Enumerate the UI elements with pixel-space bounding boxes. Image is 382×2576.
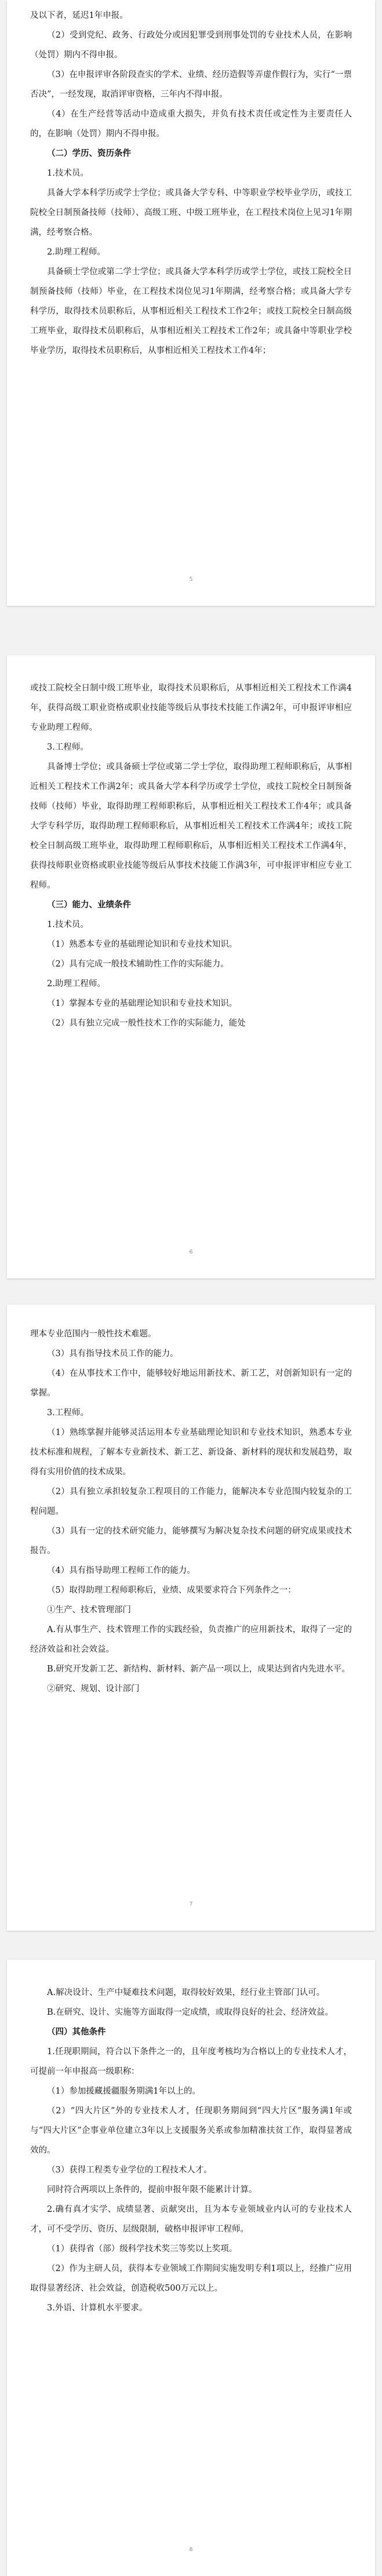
paragraph: （4）具有指导助理工程师工作的能力。 xyxy=(47,1566,195,1575)
paragraph: （2）具有独立承担较复杂工程项目的工作能力，能解决本专业范围内较复杂的工程问题。 xyxy=(30,1487,352,1516)
page-number: 6 xyxy=(189,1249,193,1255)
document-page-4 xyxy=(7,1960,375,2576)
paragraph: 3.外语、计算机水平要求。 xyxy=(47,2303,148,2313)
paragraph: 3.工程师。 xyxy=(47,1408,89,1418)
page-number: 5 xyxy=(189,577,193,583)
document-page-2 xyxy=(7,655,375,1278)
paragraph: A.有从事生产、技术管理工作的实践经验，负责推广的应用新技术，取得了一定的经济效益和社会效益。 xyxy=(30,1625,352,1654)
paragraph: ①生产、技术管理部门 xyxy=(47,1605,131,1615)
document-page-1 xyxy=(7,0,375,606)
page-content xyxy=(30,678,352,1033)
paragraph: （1）获得省（部）级科学技术奖三等奖以上奖项。 xyxy=(47,2244,238,2254)
paragraph: A.解决设计、生产中疑难技术问题，取得较好效果，经行业主管部门认可。 xyxy=(47,1988,325,1997)
paragraph: 3.工程师。 xyxy=(47,743,89,752)
paragraph: 1.技术员。 xyxy=(47,920,89,929)
paragraph: 或技工院校全日制中级工班毕业，取得技术员职称后，从事相近相关工程技术工作满4年，获得高级工职业资格或职业技能等级后从事技术技能工作满2年，可申报评审相应专业助理工程师。 xyxy=(30,684,352,732)
page-number: 8 xyxy=(189,2547,193,2553)
paragraph: （2）作为主研人员，获得本专业领域工作期间实施发明专利1项以上，经推广应用取得显著经济、社会效益，创造税收500万元以上。 xyxy=(30,2264,352,2293)
section-heading: （三）能力、业绩条件 xyxy=(47,900,131,910)
paragraph: （3）具有指导技术员工作的能力。 xyxy=(47,1349,179,1358)
paragraph: 同时符合两项以上条件的，提前申报年限不能累计计算。 xyxy=(47,2185,257,2194)
paragraph: B.在研究、设计、实施等方面取得一定成绩，或取得良好的社会、经济效益。 xyxy=(47,2008,333,2017)
paragraph: （4）在生产经营等活动中造成重大损失，并负有技术责任或定性为主要责任人的，在影响（处罚）期内不得申报。 xyxy=(30,110,352,139)
page-content xyxy=(30,1324,352,1699)
paragraph: （2）受到党纪、政务、行政处分或因犯罪受到刑事处罚的专业技术人员，在影响（处罚）期内不得申报。 xyxy=(30,31,352,60)
page-content xyxy=(30,6,352,361)
paragraph: 及以下者，延迟1年申报。 xyxy=(30,11,128,20)
paragraph: （1）熟悉本专业的基础理论知识和专业技术知识。 xyxy=(47,940,238,949)
paragraph: （2）具有完成一般技术辅助性工作的实际能力。 xyxy=(47,960,229,969)
paragraph: （3）在申报评审各阶段查实的学术、业绩、经历造假等弄虚作假行为，实行“一票否决”，一经发现，取消评审资格，三年内不得申报。 xyxy=(30,70,352,99)
section-heading: （四）其他条件 xyxy=(47,2028,106,2037)
paragraph: （5）取得助理工程师职称后，业绩、成果要求符合下列条件之一： xyxy=(47,1586,296,1595)
document-page-3 xyxy=(7,1305,375,1931)
paragraph: （3）具有一定的技术研究能力，能够撰写为解决复杂技术问题的研究成果或技术报告。 xyxy=(30,1527,352,1556)
paragraph: 2.确有真才实学、成绩显著、贡献突出，且为本专业领域业内认可的专业技术人才，可不受学历、资历、层级限制，破格申报评审工程师。 xyxy=(30,2205,352,2234)
paragraph: （1）熟练掌握并能够灵活运用本专业基础理论知识和专业技术知识，熟悉本专业技术标准和规程，了解本专业新技术、新工艺、新设备、新材料的现状和发展趋势，取得有实用价值的技术成果。 xyxy=(30,1428,352,1477)
paragraph: 具备硕士学位或第二学士学位；或具备大学本科学历或学士学位，或技工院校全日制预备技师（技师）毕业，在工程技术岗位见习1年期满，经考察合格；或具备大学专科学历，取得技术员职称后，从事相近相关工程技术工作2年；或技工院校全日制高级工班毕业，取得技术员职称后，从事相近相关工程技术工作2年；或具备中等职业学校毕业学历，取得技术员职称后，从事相近相关工程技术工作4年； xyxy=(30,267,352,355)
paragraph: 理本专业范围内一般性技术难题。 xyxy=(30,1329,157,1339)
paragraph: 2.助理工程师。 xyxy=(47,248,105,257)
paragraph: 具备大学本科学历或学士学位；或具备大学专科、中等职业学校毕业学历，或技工院校全日制预备技师（技师）、高级工班、中级工班毕业，在工程技术岗位上见习1年期满，经考察合格。 xyxy=(30,188,352,237)
page-content xyxy=(30,1983,352,2318)
section-heading: （二）学历、资历条件 xyxy=(47,149,131,158)
paragraph: （1）掌握本专业的基础理论知识和专业技术知识。 xyxy=(47,999,238,1008)
paragraph: （4）在从事技术工作中，能够较好地运用新技术、新工艺，对创新知识有一定的掌握。 xyxy=(30,1369,352,1398)
paragraph: ②研究、规划、设计部门 xyxy=(47,1684,140,1694)
paragraph: B.研究开发新工艺、新结构、新材料、新产品一项以上，成果达到省内先进水平。 xyxy=(47,1665,350,1674)
paragraph: （1）参加援藏援疆服务期满1年以上的。 xyxy=(47,2087,201,2096)
paragraph: 具备博士学位；或具备硕士学位或第二学士学位，取得助理工程师职称后，从事相近相关工程技术工作满2年；或具备大学本科学历或学士学位，或技工院校全日制预备技师（技师）毕业，取得助理工程师职称后，从事相近相关工程技术工作4年；或具备大学专科学历，取得助理工程师职称后，从事相近相关工程技术工作满4年；或技工院校全日制高级工班毕业，取得助理工程师职称后，从事相近相关工程技术工作满4年，获得技师职业资格或职业技能等级后从事技术技能工作满3年，可申报评审相应专业工程师。 xyxy=(30,762,352,890)
paragraph: 1.任现职期间，符合以下条件之一的，且年度考核均为合格以上的专业技术人才，可提前一年申报高一级职称： xyxy=(30,2047,352,2076)
paragraph: （2）具有独立完成一般性技术工作的实际能力，能处 xyxy=(47,1019,246,1028)
paragraph: （3）获得工程类专业学位的工程技术人才。 xyxy=(47,2166,212,2175)
page-number: 7 xyxy=(189,1902,193,1908)
paragraph: （2）“四大片区”外的专业技术人才，任现职务期间到“四大片区”服务满1年或与“四大片区”企事业单位建立3年以上支援服务关系或参加精准扶贫工作，取得显著成效的。 xyxy=(30,2106,352,2155)
paragraph: 2.助理工程师。 xyxy=(47,979,105,989)
paragraph: 1.技术员。 xyxy=(47,169,89,178)
